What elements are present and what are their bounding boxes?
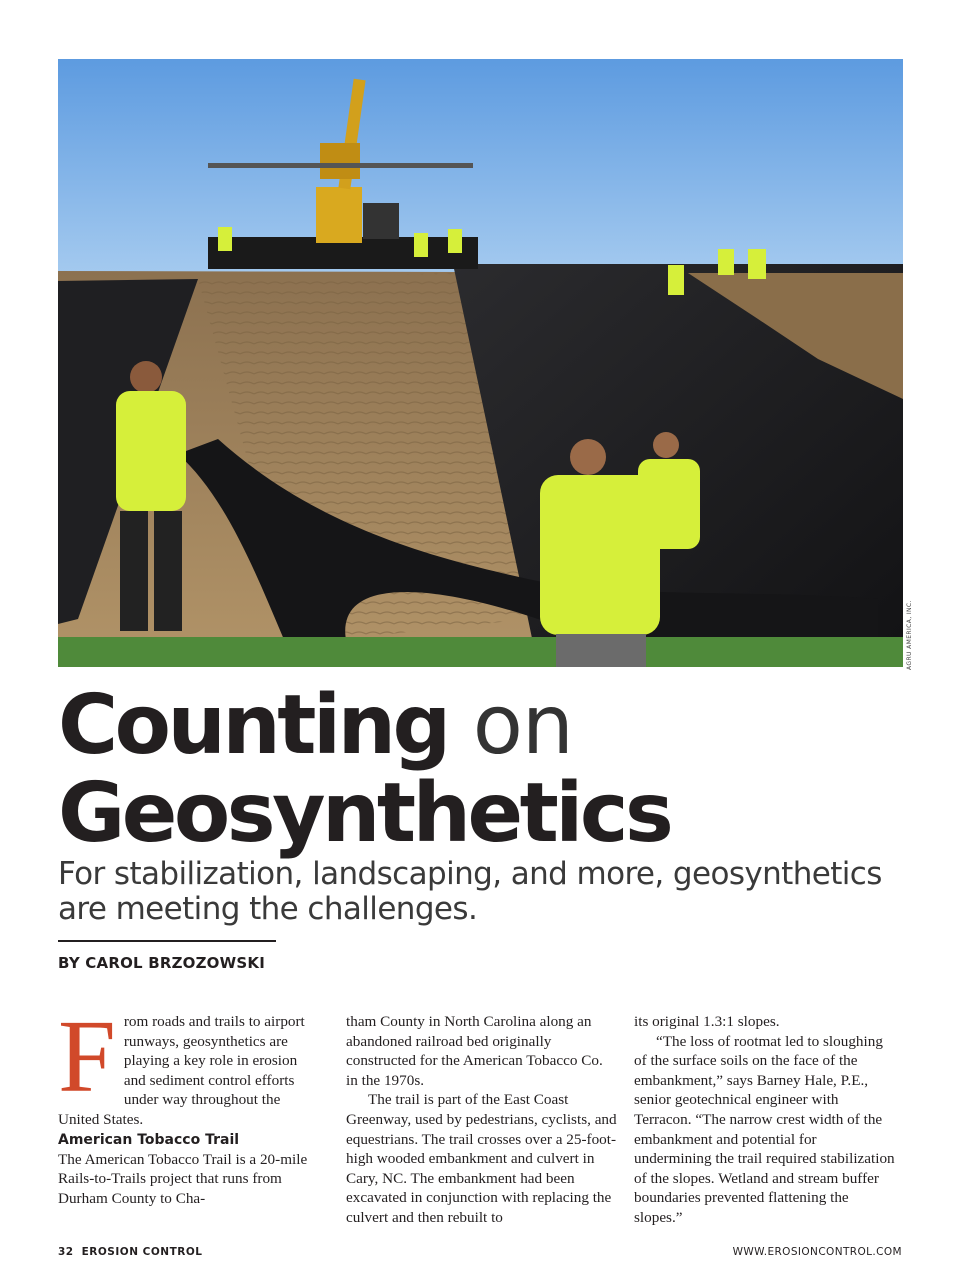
sky <box>58 59 903 289</box>
publication-name: EROSION CONTROL <box>81 1246 203 1258</box>
byline: BY CAROL BRZOZOWSKI <box>58 954 265 972</box>
article-column-3 <box>634 1012 898 1228</box>
page-footer-left <box>58 1246 202 1258</box>
headline-word-on: on <box>472 678 573 773</box>
grass <box>58 637 903 667</box>
article-paragraph: The trail is part of the East Coast Greenway, used by pedestrians, cyclists, and equestrians. The trail crosses over a 25-foot-high wooded embankment and culvert in Cary, NC. The embankment had been excavated in conjunction with replacing the culvert and then rebuilt to <box>346 1091 617 1226</box>
article-column-1 <box>58 999 320 1208</box>
headline-word-geosynthetics: Geosynthetics <box>58 766 671 861</box>
article-paragraph: tham County in North Carolina along an abandoned railroad bed originally constructed for the American Tobacco Co. in the 1970s. <box>346 1013 603 1089</box>
article-paragraph: The American Tobacco Trail is a 20-mile Rails-to-Trails project that runs from Durham County to Cha- <box>58 1150 308 1207</box>
publication-url: WWW.EROSIONCONTROL.COM <box>732 1246 902 1258</box>
deck-subtitle: For stabilization, landscaping, and more, geosynthetics are meeting the challenges. <box>58 856 882 927</box>
article-column-2 <box>346 1012 618 1228</box>
photo-credit: AGRU AMERICA, INC. <box>906 600 913 670</box>
article-text: rom roads and trails to airport runways, geosynthetics are playing a key role in erosion and sediment control efforts under way throughout the United States. <box>58 1013 305 1128</box>
section-subhead: American Tobacco Trail <box>58 1131 240 1148</box>
page-number: 32 <box>58 1246 74 1258</box>
hero-photo <box>58 59 903 667</box>
headline-word-counting: Counting <box>58 678 448 773</box>
article-paragraph: “The loss of rootmat led to sloughing of the surface soils on the face of the embankment,” says Barney Hale, P.E., senior geotechnical engineer with Terracon. “The narrow crest width of the embankment and potential for undermining the trail required stabilization of the slopes. Wetland and stream buffer boundaries prevented flattening the slopes.” <box>634 1032 895 1226</box>
geosynthetic-installation-photo <box>58 59 903 667</box>
article-paragraph: its original 1.3:1 slopes. <box>634 1013 780 1030</box>
byline-rule <box>58 940 276 942</box>
headline <box>58 678 671 861</box>
drop-cap: F <box>58 999 116 1114</box>
article-paragraph <box>58 999 320 1130</box>
